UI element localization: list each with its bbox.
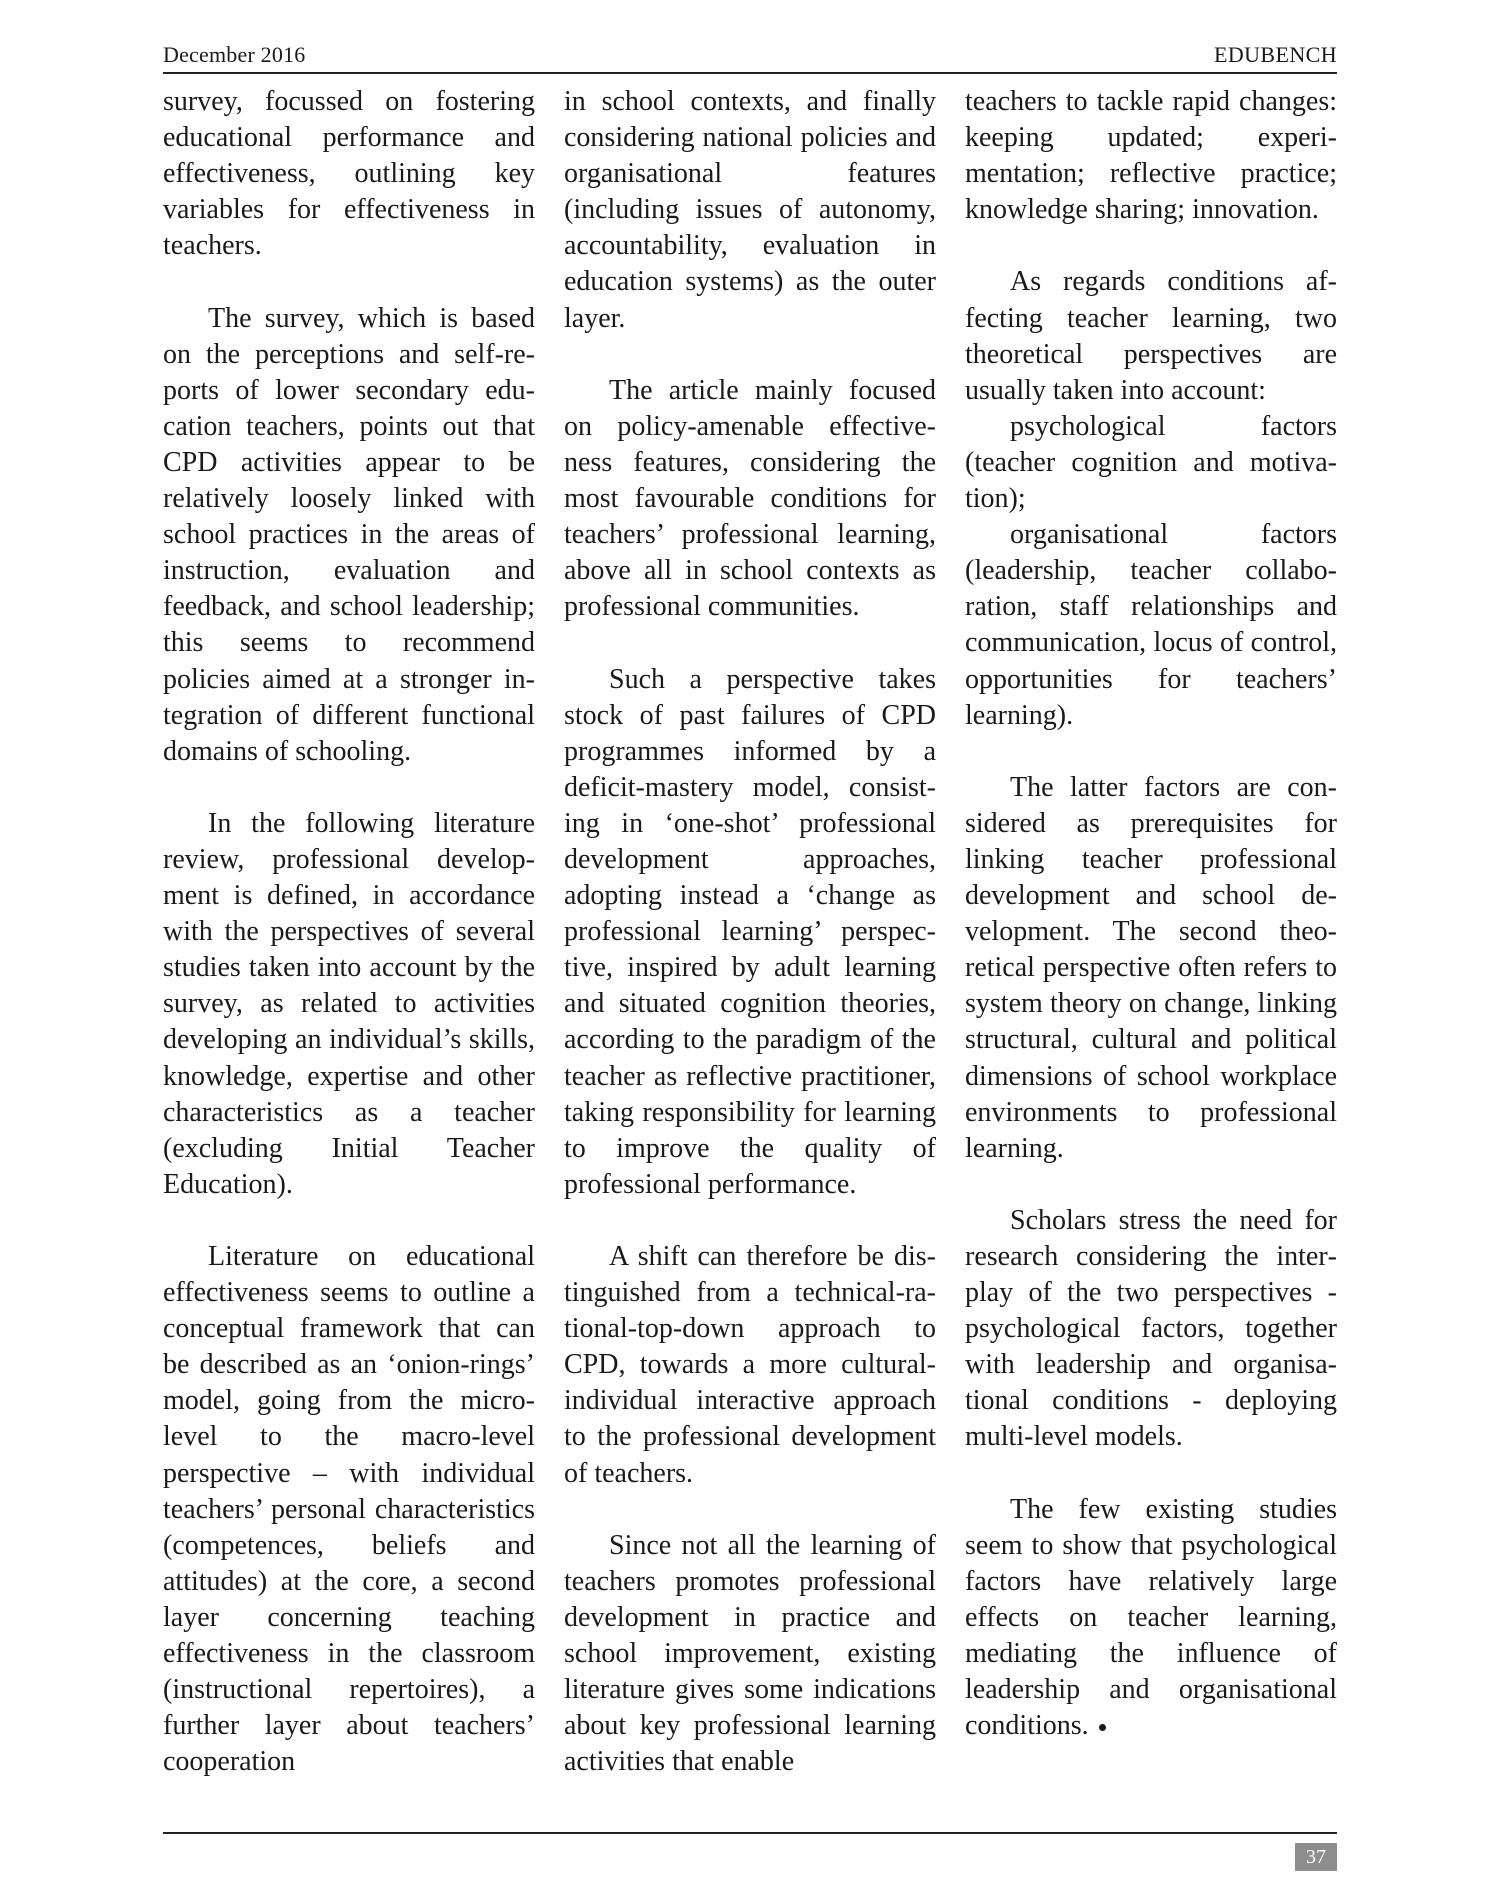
end-of-article-mark [1099,1724,1106,1731]
list-item-psychological-factors: psychological factors (teacher cognition and motivation); [965,410,1337,515]
paragraph-final-text: The few existing studies seem to show that psychological factors have relatively large effects on teacher learning, mediating the influence of leadership and organisational conditions. [965,1493,1337,1742]
paragraph: teachers to tackle rapid changes: keeping updated; experimentation; reflective practice; knowledge sharing; innovation. [965,86,1337,226]
paragraph: The article mainly focused on policy-amenable effectiveness features, considering the most favourable conditions for teachers’ professional learning, above all in school contexts as professional communities. [564,374,936,623]
paragraph: Literature on educational effectiveness seems to outline a conceptual framework that can be described as an ‘onion-rings’ model, going from the micro-level to the macro-level perspective – with individual teachers’ personal characteristics (competences, beliefs and attitudes) at the core, a second layer concerning teaching effectiveness in the classroom (instructional repertoires), a further layer about teachers’ cooperation [163,1241,535,1778]
page-number: 37 [1295,1843,1337,1871]
paragraph: In the following literature review, professional development is defined, in accordance with the perspectives of several studies taken into account by the survey, as related to activities developing an individual’s skills, knowledge, expertise and other characteristics as a teacher (excluding Initial Teacher Education). [163,807,535,1200]
header-rule [163,72,1337,74]
column-3 [965,84,1337,1817]
column-1 [163,84,535,1817]
column-2 [564,84,936,1817]
paragraph: Such a perspective takes stock of past failures of CPD programmes informed by a deficit-mastery model, consisting in ‘one-shot’ professional development approaches, adopting instead a ‘change as professional learning’ perspective, inspired by adult learning and situated cognition theories, according to the paradigm of the teacher as reflective practitioner, taking responsibility for learning to improve the quality of professional performance. [564,663,936,1200]
paragraph: The latter factors are considered as prerequisites for linking teacher professional development and school development. The second theoretical perspective often refers to system theory on change, linking structural, cultural and political dimensions of school workplace environments to professional learning. [965,771,1337,1164]
paragraph-final [965,1492,1337,1745]
paragraph: Since not all the learning of teachers promotes professional development in practice and school improvement, existing literature gives some indications about key professional learning activities that enable [564,1529,936,1778]
text-columns [163,84,1337,1784]
list-item-organisational-factors: organisational factors (leadership, teacher collaboration, staff relationships and communication, locus of control, opportunities for teachers’ learning). [965,519,1337,731]
footer-rule [163,1832,1337,1834]
paragraph: Scholars stress the need for research considering the interplay of the two perspectives - psychological factors, together with leadership and organisational conditions - deploying multi-level models. [965,1204,1337,1453]
header-date: December 2016 [163,42,306,67]
paragraph: in school contexts, and finally considering national policies and organisational features (including issues of autonomy, accountability, evaluation in education systems) as the outer layer. [564,86,936,334]
paragraph: As regards conditions affecting teacher learning, two theoretical perspectives are usually taken into account: [965,266,1337,406]
paragraph: survey, focussed on fostering educational performance and effectiveness, outlining key variables for effectiveness in teachers. [163,86,535,262]
paragraph: The survey, which is based on the perceptions and self-reports of lower secondary education teachers, points out that CPD activities appear to be relatively loosely linked with school practices in the areas of instruction, evaluation and feedback, and school leadership; this seems to recommend policies aimed at a stronger integration of different functional domains of schooling. [163,302,535,767]
paragraph: A shift can therefore be distinguished from a technical-rational-top-down approach to CPD, towards a more cultural-individual interactive approach to the professional development of teachers. [564,1241,936,1489]
header-publication-name: EDUBENCH [1214,42,1337,67]
